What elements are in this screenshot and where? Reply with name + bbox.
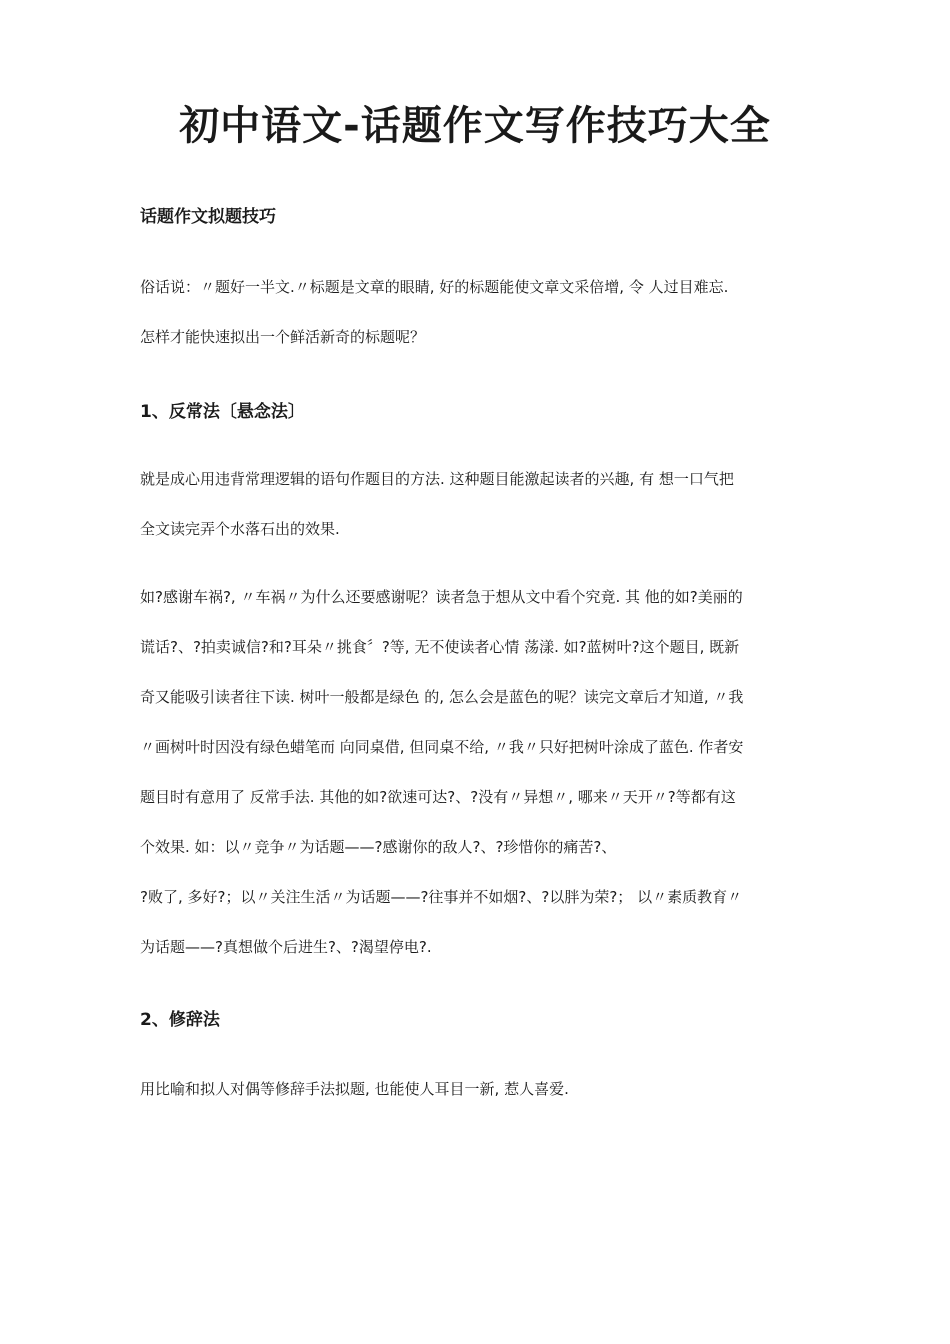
intro-paragraph xyxy=(140,262,830,362)
text-line: 为话题——?真想做个后进生?、?渴望停电?. xyxy=(140,938,432,956)
text-line: 个效果. 如：以〃竞争〃为话题——?感谢你的敌人?、?珍惜你的痛苦?、 xyxy=(140,838,617,856)
section-heading-fanchang: 1、反常法〔悬念法〕 xyxy=(140,402,305,422)
text-line: 就是成心用违背常理逻辑的语句作题目的方法. 这种题目能激起读者的兴趣, 有 想一口气把 xyxy=(140,470,734,488)
text-line: 奇又能吸引读者往下读. 树叶一般都是绿色 的, 怎么会是蓝色的呢？读完文章后才知道, 〃我 xyxy=(140,688,744,706)
section-1-paragraph-1 xyxy=(140,454,830,554)
section-heading-xiuci: 2、修辞法 xyxy=(140,1010,220,1030)
document-title: 初中语文-话题作文写作技巧大全 xyxy=(179,103,771,149)
text-line: ?败了, 多好?；以〃关注生活〃为话题——?往事并不如烟?、?以胖为荣?； 以〃素质教育〃 xyxy=(140,888,743,906)
text-line: 俗话说：〃题好一半文.〃标题是文章的眼睛, 好的标题能使文章文采倍增, 令 人过目难忘. xyxy=(140,278,729,296)
section-2-paragraph-1 xyxy=(140,1064,830,1114)
text-line: 用比喻和拟人对偶等修辞手法拟题, 也能使人耳目一新, 惹人喜爱. xyxy=(140,1080,569,1098)
text-line: 如?感谢车祸?, 〃车祸〃为什么还要感谢呢？读者急于想从文中看个究竟. 其 他的如?美丽的 xyxy=(140,588,743,606)
text-line: 全文读完弄个水落石出的效果. xyxy=(140,520,340,538)
text-line: 题目时有意用了 反常手法. 其他的如?欲速可达?、?没有〃异想〃, 哪来〃天开〃?等都有这 xyxy=(140,788,736,806)
text-line: 〃画树叶时因没有绿色蜡笔而 向同桌借, 但同桌不给, 〃我〃只好把树叶涂成了蓝色. 作者安 xyxy=(140,738,744,756)
text-line: 谎话?、?拍卖诚信?和?耳朵〃挑食〞?等, 无不使读者心情 荡漾. 如?蓝树叶?这个题目, 既新 xyxy=(140,638,740,656)
section-1-paragraph-2 xyxy=(140,572,830,972)
text-line: 怎样才能快速拟出一个鲜活新奇的标题呢？ xyxy=(140,328,426,346)
subtitle-heading: 话题作文拟题技巧 xyxy=(140,207,276,227)
